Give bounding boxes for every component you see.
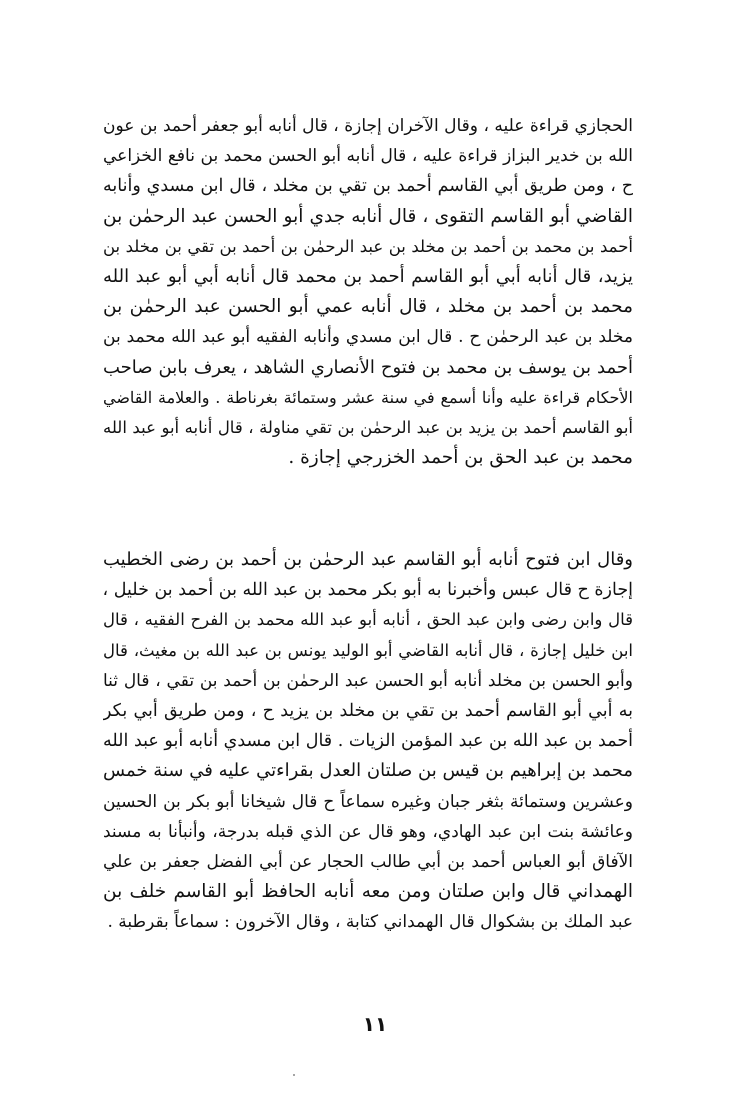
text-line: محمد بن عبد الحق بن أحمد الخزرجي إجازة .	[288, 447, 633, 469]
text-line: محمد بن أحمد بن مخلد ، قال أنابه عمي أبو الحسن عبد الرحمٰن بن	[103, 296, 633, 318]
text-line: الهمداني قال وابن صلتان ومن معه أنابه الحافظ أبو القاسم خلف بن	[103, 881, 633, 903]
text-line: عبد الملك بن بشكوال قال الهمداني كتابة ، وقال الآخرون : سماعاً بقرطبة .	[107, 912, 633, 933]
text-line: إجازة ح قال عبس وأخبرنا به أبو بكر محمد بن عبد الله بن أحمد بن خليل ،	[103, 580, 633, 601]
text-line: الله بن خدير البزاز قراءة عليه ، قال أنابه أبو الحسن محمد بن نافع الخزاعي	[103, 146, 633, 167]
text-line: الآفاق أبو العباس أحمد بن أبي طالب الحجار عن أبي الفضل جعفر بن علي	[103, 851, 633, 872]
text-line: أبو القاسم أحمد بن يزيد بن عبد الرحمٰن بن تقي مناولة ، قال أنابه أبو عبد الله	[103, 417, 633, 437]
text-line: يزيد، قال أنابه أبي أبو القاسم أحمد بن محمد قال أنابه أبي أبو عبد الله	[103, 265, 633, 287]
text-line: أحمد بن محمد بن أحمد بن مخلد بن عبد الرحمٰن بن أحمد بن تقي بن مخلد بن	[103, 236, 633, 256]
paragraph-1	[103, 111, 633, 473]
scan-speck	[293, 1074, 295, 1076]
page-number: ١١	[362, 1012, 388, 1036]
text-line: الحجازي قراءة عليه ، وقال الآخران إجازة ، قال أنابه أبو جعفر أحمد بن عون	[103, 116, 633, 136]
text-line: وعشرين وستمائة بثغر جبان وغيره سماعاً ح قال شيخانا أبو بكر بن الحسين	[103, 791, 633, 812]
paragraph-2	[103, 545, 633, 937]
text-line: أحمد بن عبد الله بن عبد المؤمن الزيات . قال ابن مسدي أنابه أبو عبد الله	[103, 731, 633, 752]
text-line: وأبو الحسن بن مخلد أنابه أبو الحسن عبد الرحمٰن بن أحمد بن تقي ، قال ثنا	[103, 670, 633, 691]
text-line: وعائشة بنت ابن عبد الهادي، وهو قال عن الذي قبله بدرجة، وأنبأنا به مسند	[103, 821, 633, 842]
text-line: ح ، ومن طريق أبي القاسم أحمد بن تقي بن مخلد ، قال ابن مسدي وأنابه	[103, 176, 633, 197]
text-line: أحمد بن يوسف بن محمد بن فتوح الأنصاري الشاهد ، يعرف بابن صاحب	[103, 356, 633, 378]
text-line: محمد بن إبراهيم بن قيس بن صلتان العدل بقراءتي عليه في سنة خمس	[103, 760, 633, 782]
text-line: مخلد بن عبد الرحمٰن ح . قال ابن مسدي وأنابه الفقيه أبو عبد الله محمد بن	[103, 327, 633, 348]
text-line: ابن خليل إجازة ، قال أنابه القاضي أبو الوليد يونس بن عبد الله بن مغيث، قال	[103, 640, 633, 660]
text-line: القاضي أبو القاسم التقوى ، قال أنابه جدي أبو الحسن عبد الرحمٰن بن	[103, 205, 633, 227]
text-line: قال وابن رضى وابن عبد الحق ، أنابه أبو عبد الله محمد بن الفرح الفقيه ، قال	[103, 610, 633, 630]
text-line: الأحكام قراءة عليه وأنا أسمع في سنة عشر وستمائة بغرناطة . والعلامة القاضي	[103, 387, 633, 407]
text-line: به أبي أبو القاسم أحمد بن تقي بن مخلد بن يزيد ح ، ومن طريق أبي بكر	[103, 700, 633, 721]
text-line: وقال ابن فتوح أنابه أبو القاسم عبد الرحمٰن بن أحمد بن رضى الخطيب	[103, 549, 633, 570]
